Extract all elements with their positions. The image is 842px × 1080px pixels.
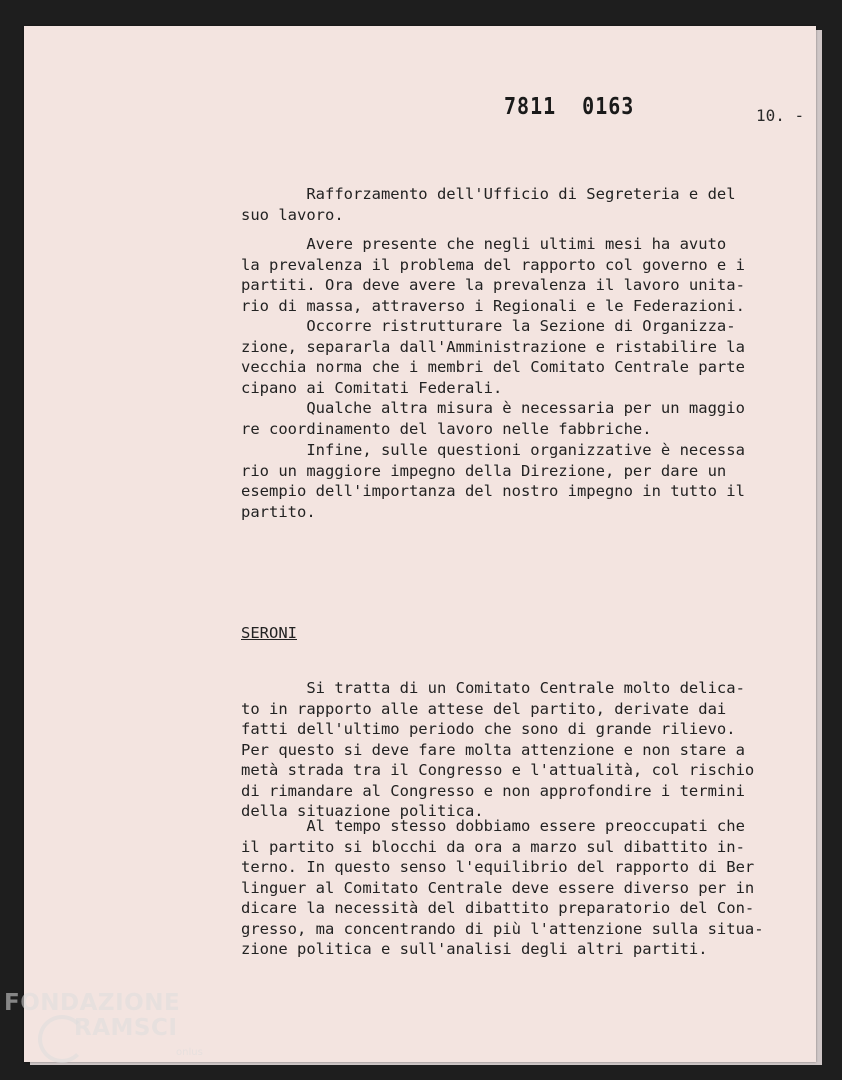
watermark-line1: FONDAZIONE	[4, 990, 181, 1016]
paragraph-direzione: Infine, sulle questioni organizzative è necessa rio un maggiore impegno della Direzione, per dare un esempio dell'importanza del nostro impegno in tutto il partito.	[241, 441, 745, 521]
stamp-left-number: 7811	[504, 92, 557, 120]
page-number: 10. -	[756, 106, 805, 125]
paragraph-dibattito: Al tempo stesso dobbiamo essere preoccupati che il partito si blocchi da ora a marzo sul dibattito in- terno. In questo senso l'equilibrio del rapporto di Ber linguer al Comitato Centrale deve essere diverso per in dicare la necessità del dibattito preparatorio del Con- gresso, ma concentrando di più l'attenzione sulla situa- zione politica e sull'analisi degli altri partiti.	[241, 817, 764, 958]
watermark-suffix: onlus	[176, 1047, 203, 1058]
watermark-line2: RAMSCI	[74, 1015, 178, 1041]
fondazione-gramsci-watermark	[4, 985, 214, 1075]
paragraph-prevalenza: Avere presente che negli ultimi mesi ha avuto la prevalenza il problema del rapporto col governo e i partiti. Ora deve avere la prevalenza il lavoro unita- rio di massa, attraverso i Regionali e le Federazioni.	[241, 235, 745, 315]
paragraph-comitato-centrale: Si tratta di un Comitato Centrale molto delica- to in rapporto alle attese del partito, derivate dai fatti dell'ultimo periodo che sono di grande rilievo. Per questo si deve fare molta attenzione e non stare a metà strada tra il Congresso e l'attualità, col rischio di rimandare al Congresso e non approfondire i termini della situazione politica.	[241, 679, 755, 820]
paragraph-organizzazione: Occorre ristrutturare la Sezione di Organizza- zione, separarla dall'Amministrazione e ristabilire la vecchia norma che i membri del Comitato Centrale parte cipano ai Comitati Federali.	[241, 317, 745, 397]
archive-stamp	[504, 92, 660, 120]
paragraph-segreteria: Rafforzamento dell'Ufficio di Segreteria e del suo lavoro.	[241, 185, 736, 224]
speaker-heading: SERONI	[241, 624, 297, 642]
stamp-right-number: 0163	[582, 92, 635, 120]
paragraph-fabbriche: Qualche altra misura è necessaria per un maggio re coordinamento del lavoro nelle fabbriche.	[241, 399, 745, 438]
